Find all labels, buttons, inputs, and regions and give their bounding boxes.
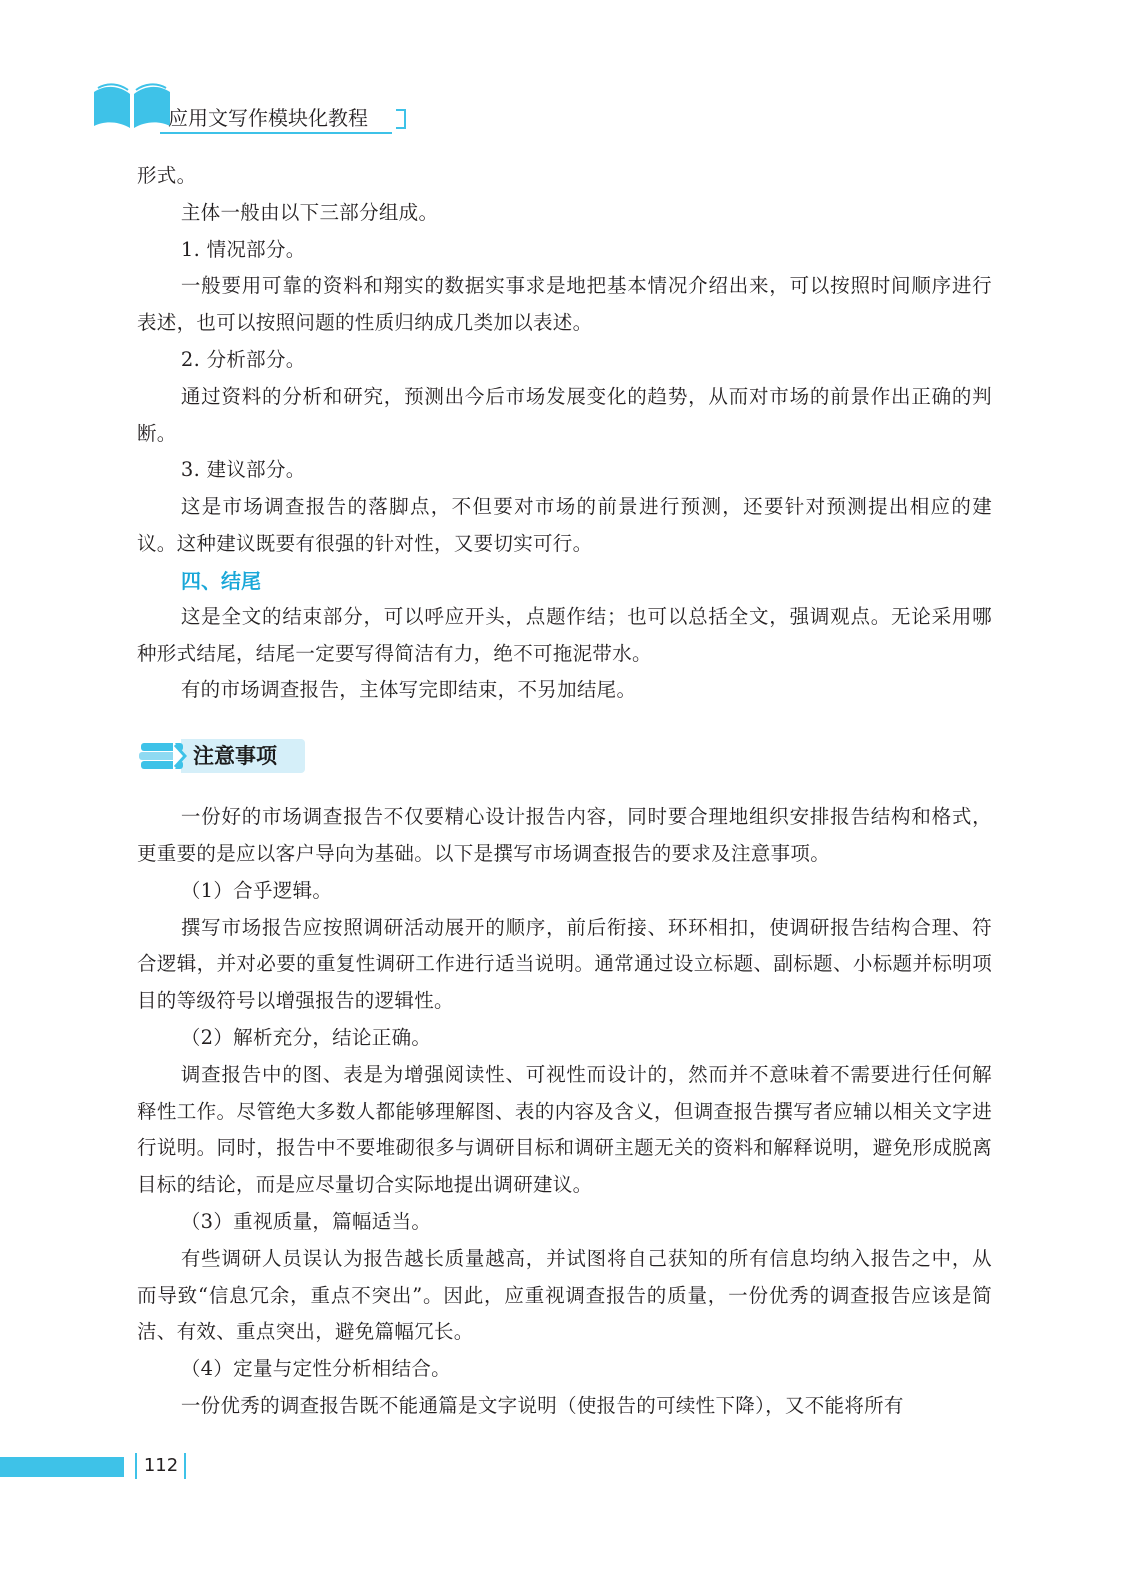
book-title — [166, 103, 394, 133]
list-item-title: 3. 建议部分。 — [180, 458, 306, 482]
paragraph: 主体一般由以下三部分组成。 — [180, 200, 439, 224]
list-item-title: （1）合乎逻辑。 — [180, 878, 333, 902]
paragraph: 有的市场调查报告，主体写完即结束，不另加结尾。 — [180, 678, 637, 702]
list-item-title: （2）解析充分，结论正确。 — [180, 1025, 432, 1049]
header-rule — [160, 132, 392, 134]
list-item-title: 2. 分析部分。 — [180, 347, 306, 371]
page-content — [137, 158, 992, 1425]
section-heading-ending: 四、结尾 — [181, 568, 261, 593]
footer-separator — [135, 1453, 137, 1479]
footer-accent-bar — [0, 1457, 124, 1477]
stacked-books-icon — [137, 739, 189, 773]
paragraph: 这是市场调查报告的落脚点，不但要对市场的前景进行预测，还要针对预测提出相应的建议。这种建议既要有很强的针对性，又要切实可行。 — [137, 495, 992, 555]
paragraph: 调查报告中的图、表是为增强阅读性、可视性而设计的，然而并不意味着不需要进行任何解释性工作。尽管绝大多数人都能够理解图、表的内容及含义，但调查报告撰写者应辅以相关文字进行说明。同时，报告中不要堆砌很多与调研目标和调研主题无关的资料和解释说明，避免形成脱离目标的结论，而是应尽量切合实际地提出调研建议。 — [137, 1062, 992, 1197]
list-item-title: （4）定量与定性分析相结合。 — [180, 1357, 451, 1381]
paragraph: 通过资料的分析和研究，预测出今后市场发展变化的趋势，从而对市场的前景作出正确的判断。 — [137, 384, 992, 445]
list-item-title: （3）重视质量，篇幅适当。 — [180, 1209, 432, 1233]
book-title-text: 应用文写作模块化教程 — [168, 106, 368, 130]
paragraph: 这是全文的结束部分，可以呼应开头，点题作结；也可以总括全文，强调观点。无论采用哪种形式结尾，结尾一定要写得简洁有力，绝不可拖泥带水。 — [137, 604, 992, 665]
paragraph: 一份好的市场调查报告不仅要精心设计报告内容，同时要合理地组织安排报告结构和格式，更重要的是应以客户导向为基础。以下是撰写市场调查报告的要求及注意事项。 — [137, 805, 992, 865]
page-number: 112 — [143, 1455, 179, 1476]
paragraph: 一份优秀的调查报告既不能通篇是文字说明（使报告的可续性下降），又不能将所有 — [180, 1393, 904, 1417]
paragraph: 有些调研人员误认为报告越长质量越高，并试图将自己获知的所有信息均纳入报告之中，从而导致“信息冗余，重点不突出”。因此，应重视调查报告的质量，一份优秀的调查报告应该是简洁、有效、重点突出，避免篇幅冗长。 — [137, 1246, 992, 1344]
list-item-title: 1. 情况部分。 — [180, 237, 306, 261]
notes-label: 注意事项 — [193, 744, 277, 769]
notes-heading — [137, 727, 992, 787]
paragraph: 形式。 — [137, 164, 197, 187]
footer-separator — [184, 1453, 186, 1479]
paragraph: 一般要用可靠的资料和翔实的数据实事求是地把基本情况介绍出来，可以按照时间顺序进行表述，也可以按照问题的性质归纳成几类加以表述。 — [137, 274, 992, 335]
title-bracket-decoration — [396, 109, 406, 129]
paragraph: 撰写市场报告应按照调研活动展开的顺序，前后衔接、环环相扣，使调研报告结构合理、符合逻辑，并对必要的重复性调研工作进行适当说明。通常通过设立标题、副标题、小标题并标明项目的等级符号以增强报告的逻辑性。 — [137, 915, 992, 1013]
open-book-logo-icon — [92, 78, 172, 132]
